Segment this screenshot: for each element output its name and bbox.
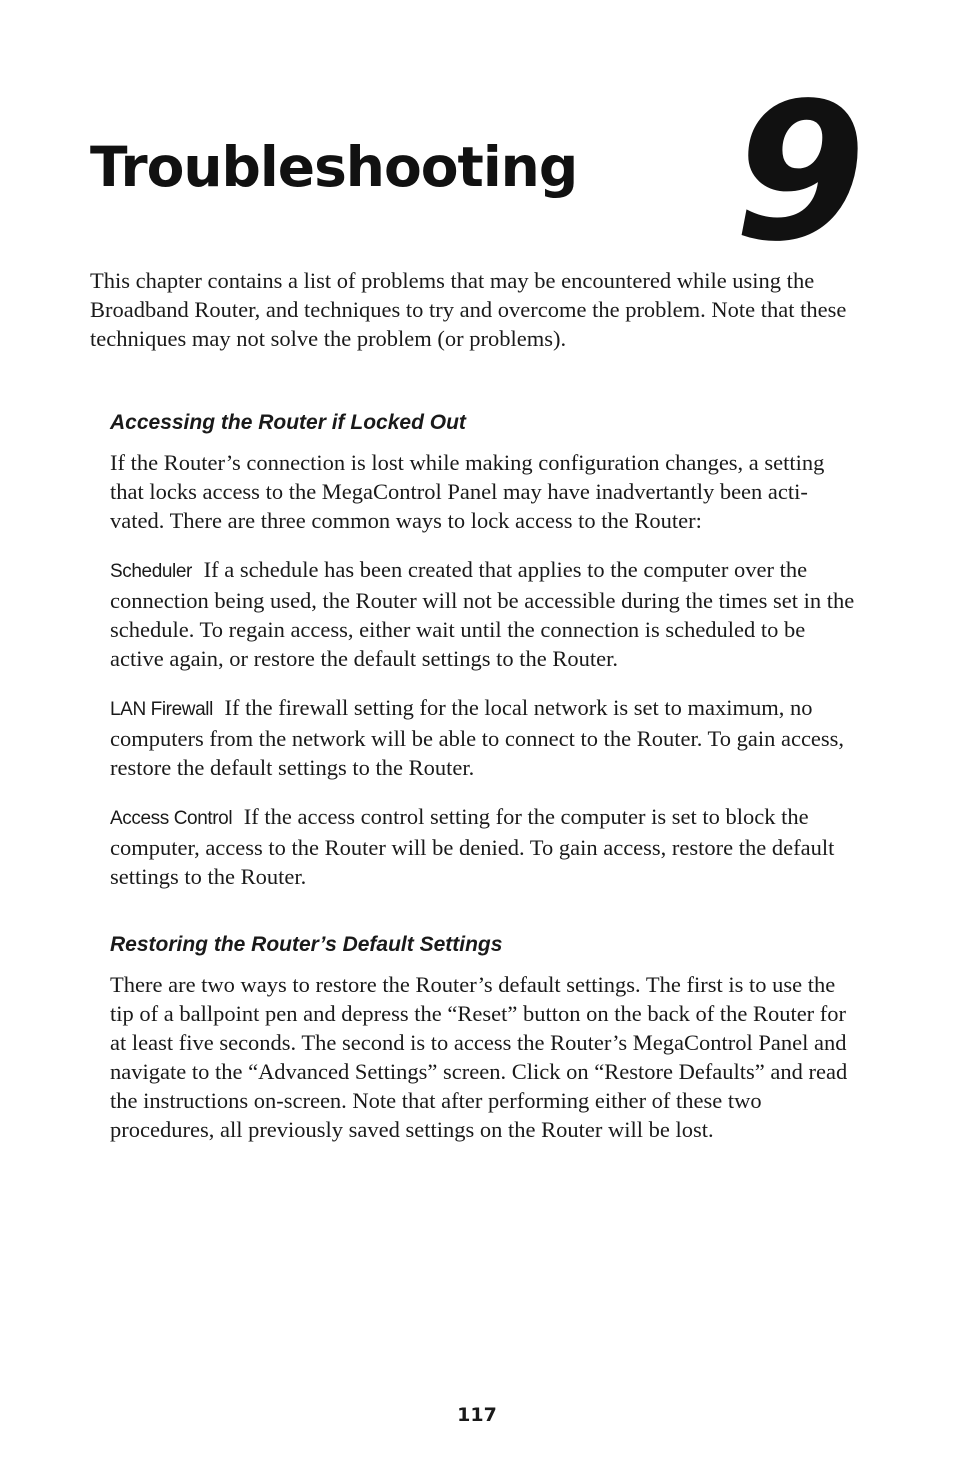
term-description: If the access control setting for the computer is set to block the computer, access to the Router will be denied. To gain access, restore the default settings to the Router. xyxy=(110,804,835,889)
section-heading: Restoring the Router’s Default Settings xyxy=(110,933,503,956)
lan-firewall-item xyxy=(110,693,862,782)
page-number: 117 xyxy=(457,1404,497,1426)
chapter-number: 9 xyxy=(733,62,862,283)
term-description: If a schedule has been created that applies to the computer over the connection being used, the Router will not be accessible during the times set in the schedule. To regain access, either wait until the connection is scheduled to be active again, or restore the default settings to the Router. xyxy=(110,557,855,671)
chapter-title: Troubleshooting xyxy=(90,135,578,199)
term-label: Access Control xyxy=(110,808,233,829)
section-lead-paragraph: If the Router’s connection is lost while making configuration changes, a setting that locks access to the MegaControl Panel may have inadvertantly been acti-vated. There are three common ways to lock access to the Router: xyxy=(110,450,825,533)
term-description: If the firewall setting for the local network is set to maximum, no computers from the network will be able to connect to the Router. To gain access, restore the default settings to the Router. xyxy=(110,695,845,780)
term-label: LAN Firewall xyxy=(110,699,213,720)
section-body-paragraph: There are two ways to restore the Router’s default settings. The first is to use the tip of a ballpoint pen and depress the “Reset” button on the back of the Router for at least five seconds. The second is to access the Router’s MegaControl Panel and navigate to the “Advanced Settings” screen. Click on “Restore Defaults” and read the instructions on-screen. Note that after performing either of these two procedures, all previously saved settings on the Router will be lost. xyxy=(110,972,848,1142)
section-restore-defaults xyxy=(110,930,862,1164)
section-locked-out xyxy=(110,408,862,911)
section-heading: Accessing the Router if Locked Out xyxy=(110,411,466,434)
access-control-item xyxy=(110,802,862,891)
term-label: Scheduler xyxy=(110,561,192,582)
scheduler-item xyxy=(110,555,862,673)
intro-paragraph: This chapter contains a list of problems that may be encountered while using the Broadband Router, and techniques to try and overcome the problem. Note that these techniques may not solve the problem (or problems). xyxy=(90,268,847,351)
